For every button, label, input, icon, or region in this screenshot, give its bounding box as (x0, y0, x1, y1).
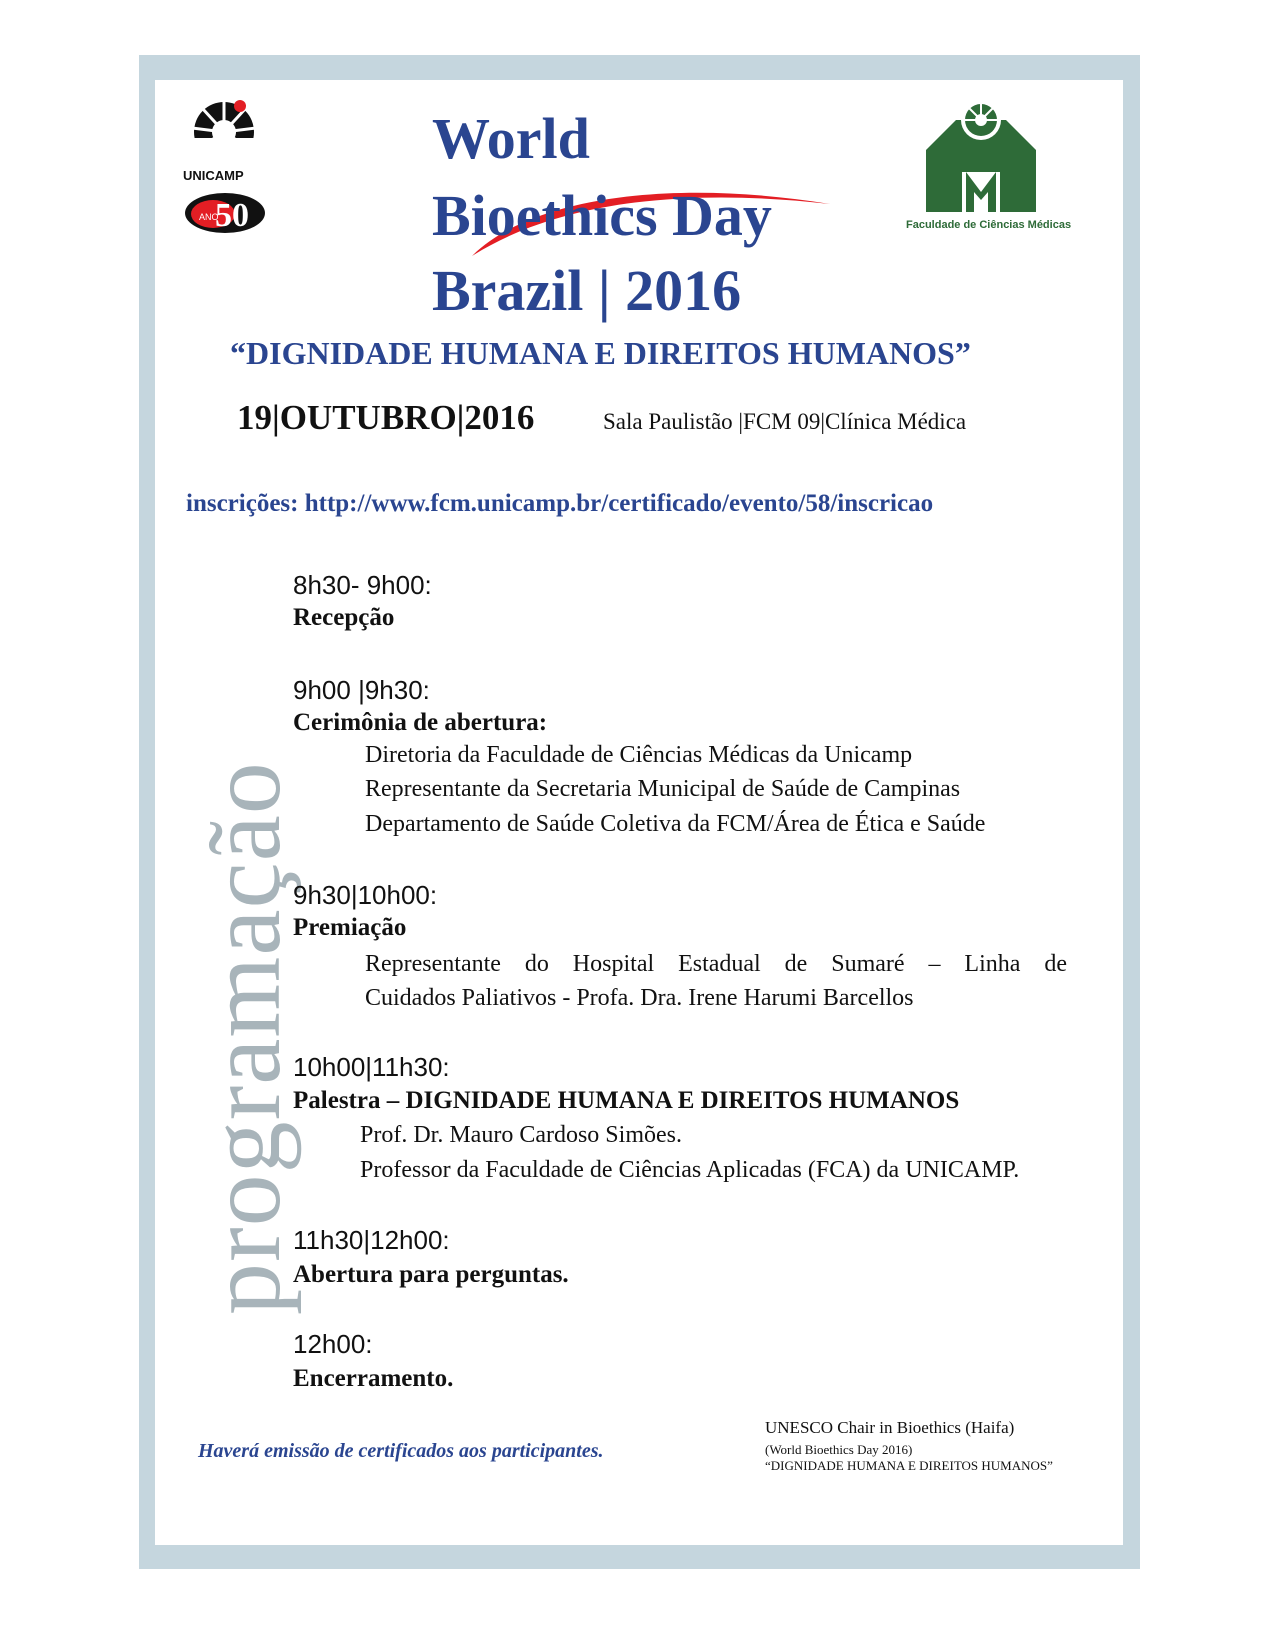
registration-link[interactable]: inscrições: http://www.fcm.unicamp.br/certificado/evento/58/inscricao (186, 490, 934, 517)
certificates-note: Haverá emissão de certificados aos participantes. (198, 1440, 604, 1462)
anniversary-number: 50 (215, 197, 249, 234)
event-date: 19|OUTUBRO|2016 (237, 398, 535, 437)
program-title: Palestra – DIGNIDADE HUMANA E DIREITOS HUMANOS (293, 1087, 960, 1114)
title-line-3: Brazil | 2016 (432, 258, 742, 323)
program-time: 8h30- 9h00: (293, 570, 432, 600)
fcm-logo (924, 100, 1038, 216)
program-detail: Professor da Faculdade de Ciências Aplicadas (FCA) da UNICAMP. (360, 1157, 1020, 1183)
title-line-2: Bioethics Day (432, 183, 772, 248)
event-venue: Sala Paulistão |FCM 09|Clínica Médica (603, 409, 967, 434)
title-line-1: World (432, 106, 590, 171)
program-time: 9h30|10h00: (293, 880, 438, 910)
program-detail: Representante da Secretaria Municipal de Saúde de Campinas (365, 776, 961, 802)
fcm-label: Faculdade de Ciências Médicas (906, 219, 1072, 231)
program-title: Cerimônia de abertura: (293, 709, 548, 736)
program-detail: Prof. Dr. Mauro Cardoso Simões. (360, 1122, 682, 1148)
program-detail: Diretoria da Faculdade de Ciências Médicas da Unicamp (365, 742, 913, 768)
program-time: 10h00|11h30: (293, 1052, 450, 1082)
unesco-credit-line-1: UNESCO Chair in Bioethics (Haifa) (765, 1418, 1015, 1437)
event-theme: “DIGNIDADE HUMANA E DIREITOS HUMANOS” (230, 335, 971, 371)
program-time: 12h00: (293, 1329, 373, 1359)
unesco-credit-line-3: “DIGNIDADE HUMANA E DIREITOS HUMANOS” (765, 1458, 1053, 1473)
program-title: Recepção (293, 604, 395, 631)
unesco-credit-line-2: (World Bioethics Day 2016) (765, 1442, 913, 1457)
programacao-side-label: programação (187, 761, 302, 1315)
program-detail: Departamento de Saúde Coletiva da FCM/Área de Ética e Saúde (365, 811, 986, 837)
unicamp-label: UNICAMP (183, 168, 244, 183)
program-time: 9h00 |9h30: (293, 675, 430, 705)
program-title: Premiação (293, 914, 407, 941)
program-title: Encerramento. (293, 1365, 454, 1392)
unicamp-logo (182, 98, 266, 164)
program-title: Abertura para perguntas. (293, 1261, 569, 1288)
program-detail: Cuidados Paliativos - Profa. Dra. Irene Harumi Barcellos (365, 985, 914, 1011)
anniversary-50-badge (183, 190, 267, 236)
program-detail: Representante do Hospital Estadual de Sumaré – Linha de (365, 951, 1067, 977)
anniversary-small-text: ANO (199, 212, 219, 222)
program-time: 11h30|12h00: (293, 1225, 450, 1255)
